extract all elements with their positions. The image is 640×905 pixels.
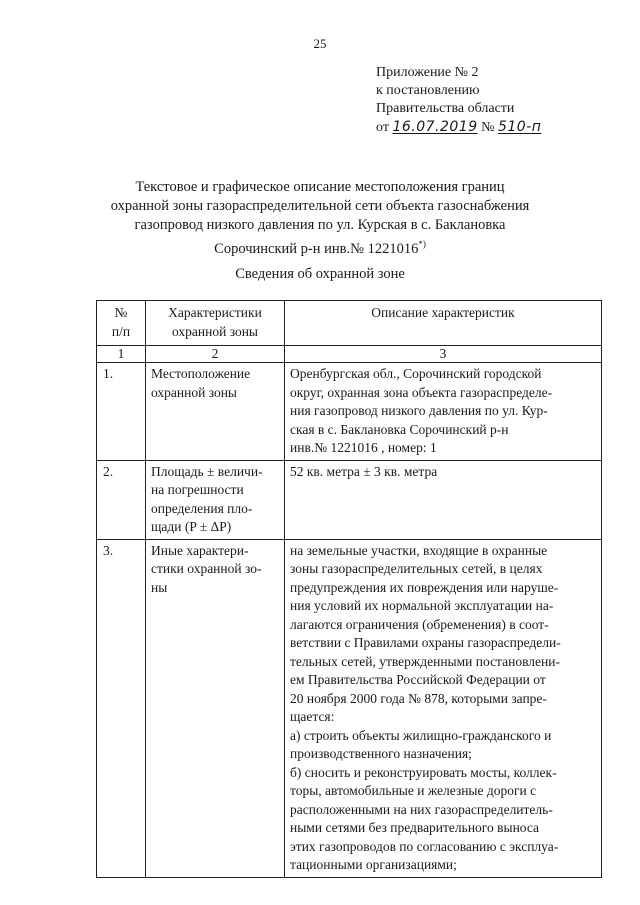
section-heading: Сведения об охранной зоне	[235, 266, 405, 282]
handwritten-number: 510-п	[497, 119, 542, 135]
column-number: 2	[146, 346, 285, 363]
header-characteristics: Характеристики охранной зоны	[146, 301, 285, 346]
title-line: Сорочинский р-н инв.№ 1221016*)	[214, 239, 426, 257]
column-number: 1	[97, 346, 146, 363]
protection-zone-table	[96, 300, 602, 878]
appendix-government-line: Правительства области	[376, 101, 515, 116]
title-line: газопровод низкого давления по ул. Курская в с. Баклановка	[134, 217, 506, 233]
appendix-block	[376, 64, 541, 137]
table-header-row	[97, 301, 602, 346]
row-characteristic: Иные характери- стики охранной зо- ны	[146, 539, 285, 877]
from-label: от	[376, 120, 389, 135]
header-description: Описание характеристик	[285, 301, 602, 346]
row-number: 3.	[97, 539, 146, 877]
row-number: 1.	[97, 363, 146, 461]
appendix-title: Приложение № 2	[376, 65, 479, 80]
page-number: 25	[313, 36, 327, 51]
table-row	[97, 363, 602, 461]
number-label: №	[481, 120, 495, 135]
column-number: 3	[285, 346, 602, 363]
row-description: Оренбургская обл., Сорочинский городской округ, охранная зона объекта газораспределе- ния газопровод низкого давления по ул. Кур- ская в с. Баклановка Сорочинский р-н инв.№ 1221016 , номер: 1	[285, 363, 602, 461]
document-title	[60, 178, 580, 259]
row-description: на земельные участки, входящие в охранные зоны газораспределительных сетей, в целях предупреждения их повреждения или наруше- ния условий их нормальной эксплуатации на- лагаются ограничения (обременения) в соот- ветствии с Правилами охраны газораспредели- тельных сетей, утвержденными постановлени- ем Правительства Российской Федерации от 20 ноября 2000 года № 878, которыми запре- щается: а) строить объекты жилищно-гражданского и производственного назначения; б) сносить и реконструировать мосты, коллек- торы, автомобильные и железные дороги с расположенными на них газораспределитель- ными сетями без предварительного выноса этих газопроводов по согласованию с эксплуа- тационными организациями;	[285, 539, 602, 877]
handwritten-date: 16.07.2019	[392, 119, 478, 135]
appendix-resolution-line: к постановлению	[376, 83, 480, 98]
header-number: № п/п	[97, 301, 146, 346]
row-characteristic: Площадь ± величи- на погрешности определения пло- щади (P ± ΔP)	[146, 460, 285, 539]
row-number: 2.	[97, 460, 146, 539]
row-characteristic: Местоположение охранной зоны	[146, 363, 285, 461]
table-row	[97, 460, 602, 539]
appendix-date-line	[376, 118, 541, 137]
row-description: 52 кв. метра ± 3 кв. метра	[285, 460, 602, 539]
column-number-row	[97, 346, 602, 363]
footnote-mark: *)	[418, 239, 426, 249]
title-line: Текстовое и графическое описание местоположения границ	[135, 179, 505, 195]
title-line: охранной зоны газораспределительной сети объекта газоснабжения	[110, 198, 530, 214]
table-row	[97, 539, 602, 877]
